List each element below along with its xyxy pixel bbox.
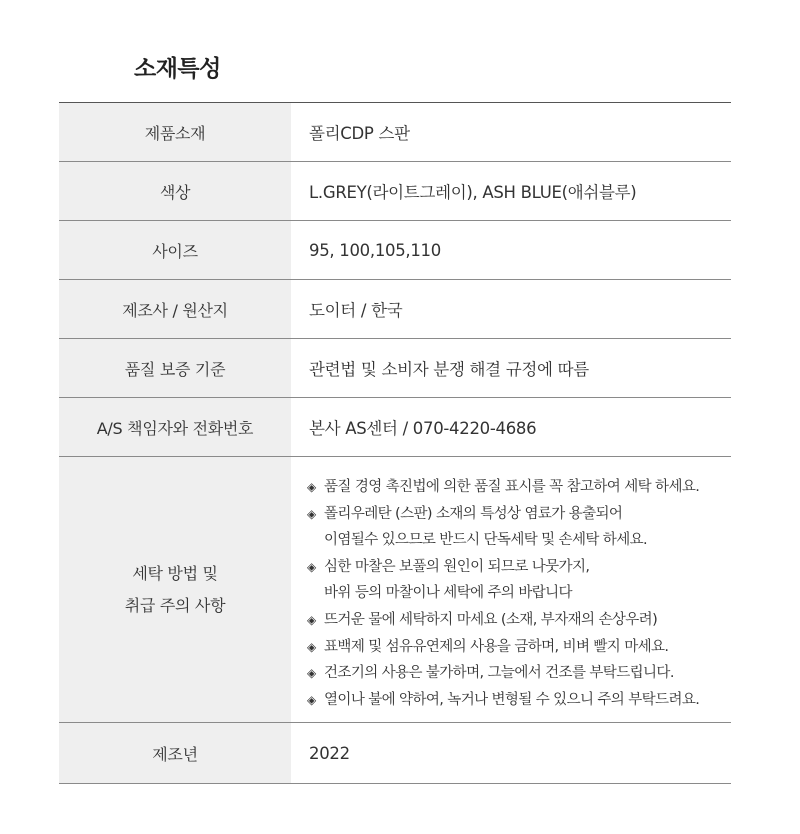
- spec-value: 폴리CDP 스판: [309, 124, 410, 143]
- care-instructions: [291, 457, 731, 722]
- care-item: [307, 607, 731, 634]
- spec-label: 사이즈: [59, 221, 291, 279]
- spec-label: 제품소재: [59, 103, 291, 161]
- spec-value: 2022: [309, 743, 350, 763]
- spec-row-year: [59, 723, 731, 784]
- spec-label: 품질 보증 기준: [59, 339, 291, 397]
- spec-row-as: [59, 398, 731, 457]
- diamond-bullet-icon: ◈: [307, 692, 316, 707]
- spec-row-color: [59, 162, 731, 221]
- spec-value: 95, 100,105,110: [309, 240, 441, 260]
- spec-label: 색상: [59, 162, 291, 220]
- spec-value: 관련법 및 소비자 분쟁 해결 규정에 따름: [309, 360, 589, 379]
- care-item-text: 품질 경영 촉진법에 의한 품질 표시를 꼭 참고하여 세탁 하세요.: [324, 479, 700, 495]
- diamond-bullet-icon: ◈: [307, 480, 316, 494]
- spec-row-maker: [59, 280, 731, 339]
- diamond-bullet-icon: ◈: [307, 506, 316, 521]
- spec-label: A/S 책임자와 전화번호: [59, 398, 291, 456]
- care-item: [307, 554, 731, 581]
- diamond-bullet-icon: ◈: [307, 666, 316, 681]
- care-item: [307, 660, 731, 687]
- section-title: 소재특성: [134, 56, 221, 82]
- care-item-continuation: [307, 580, 731, 607]
- spec-label: [59, 457, 291, 722]
- spec-table: [59, 102, 731, 784]
- care-item: [307, 634, 731, 661]
- care-item-continuation: [307, 527, 731, 554]
- diamond-bullet-icon: ◈: [307, 612, 316, 627]
- spec-label: 제조사 / 원산지: [59, 280, 291, 338]
- spec-row-size: [59, 221, 731, 280]
- care-item: [307, 474, 731, 501]
- diamond-bullet-icon: ◈: [307, 639, 316, 654]
- care-item-text: 이염될수 있으므로 반드시 단독세탁 및 손세탁 하세요.: [324, 532, 648, 549]
- care-item-text: 바위 등의 마찰이나 세탁에 주의 바랍니다: [324, 585, 572, 602]
- care-item-text: 폴리우레탄 (스판) 소재의 특성상 염료가 용출되어: [324, 505, 623, 522]
- care-item: [307, 687, 731, 714]
- spec-label: 제조년: [59, 723, 291, 783]
- spec-value: 본사 AS센터 / 070-4220-4686: [309, 419, 537, 438]
- care-label-line: 세탁 방법 및: [132, 563, 218, 583]
- care-item: [307, 501, 731, 528]
- spec-row-material: [59, 103, 731, 162]
- care-item-text: 열이나 불에 약하여, 녹거나 변형될 수 있으니 주의 부탁드려요.: [324, 691, 700, 708]
- care-item-text: 심한 마찰은 보풀의 원인이 되므로 나뭇가지,: [324, 558, 590, 575]
- diamond-bullet-icon: ◈: [307, 559, 316, 574]
- care-item-text: 뜨거운 물에 세탁하지 마세요 (소재, 부자재의 손상우려): [324, 611, 658, 628]
- care-label-line: 취급 주의 사항: [124, 595, 226, 615]
- spec-row-quality: [59, 339, 731, 398]
- spec-value: L.GREY(라이트그레이), ASH BLUE(애쉬블루): [309, 183, 637, 202]
- spec-value: 도이터 / 한국: [309, 301, 403, 320]
- spec-row-care: [59, 457, 731, 723]
- care-item-text: 표백제 및 섬유유연제의 사용을 금하며, 비벼 빨지 마세요.: [324, 638, 669, 655]
- care-item-text: 건조기의 사용은 불가하며, 그늘에서 건조를 부탁드립니다.: [324, 665, 674, 682]
